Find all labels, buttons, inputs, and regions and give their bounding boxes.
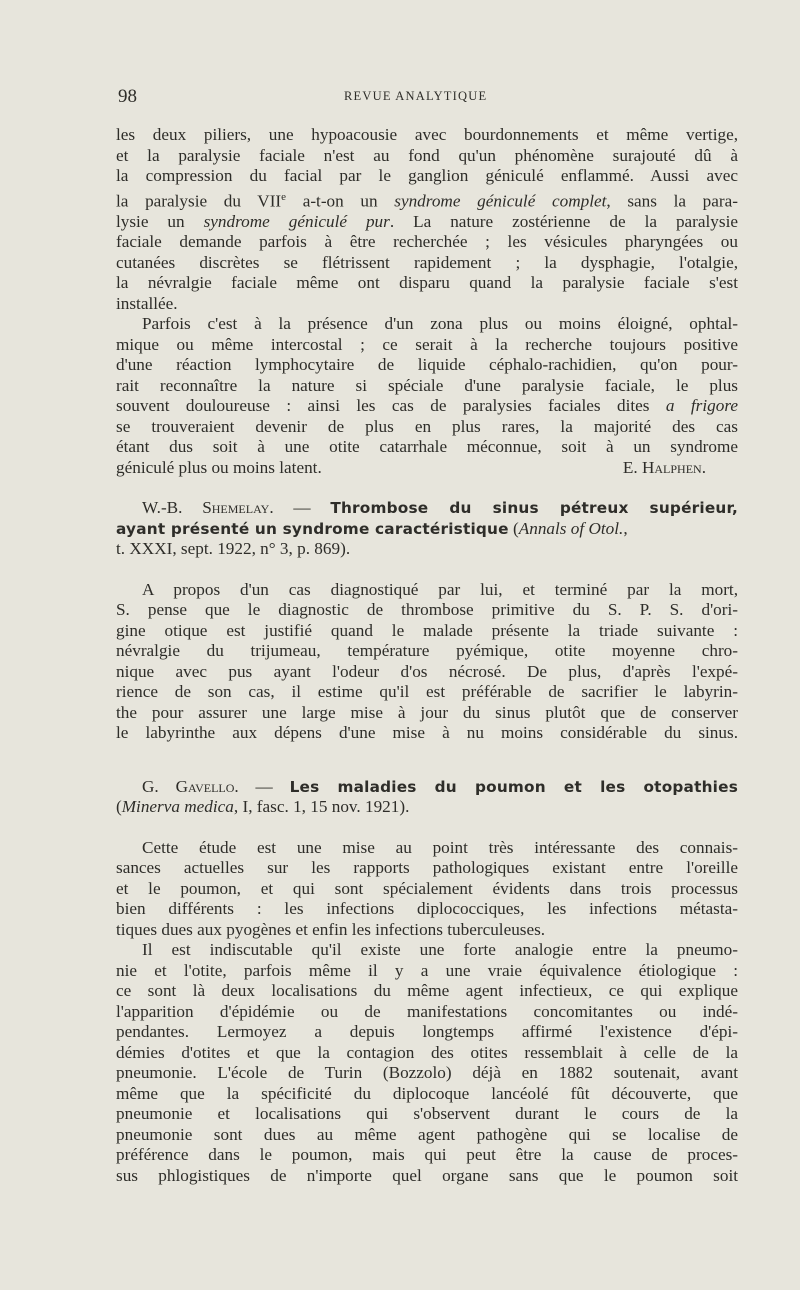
text-line: démies d'otites et que la contagion des otites ressemblait à celle de la xyxy=(116,1042,738,1062)
text-line: tiques dues aux pyogènes et enfin les infections tuberculeuses. xyxy=(116,919,546,939)
text-line: rait reconnaître la nature si spéciale d'une paralysie faciale, le plus xyxy=(116,375,738,395)
text-line: souvent douloureuse : ainsi les cas de paralysies faciales dites a frigore xyxy=(116,396,738,416)
heading-line: G. Gavello. — Les maladies du poumon et les otopathies xyxy=(142,776,738,796)
paragraph xyxy=(116,125,738,314)
article-heading xyxy=(116,498,738,560)
heading-line: ayant présenté un syndrome caractéristique (Annals of Otol., xyxy=(116,518,628,538)
text-line: mique ou même intercostal ; ce serait à la recherche toujours positive xyxy=(116,334,738,354)
heading-line: (Minerva medica, I, fasc. 1, 15 nov. 1921). xyxy=(116,797,410,817)
article-title: ayant présenté un syndrome caractéristique xyxy=(116,519,509,538)
text-line: et la paralysie faciale n'est au fond qu'un phénomène surajouté dû à xyxy=(116,145,738,165)
text-line: les deux piliers, une hypoacousie avec bourdonnements et même vertige, xyxy=(116,125,738,144)
article-heading xyxy=(116,777,738,818)
text-line: pneumonie. L'école de Turin (Bozzolo) déjà en 1882 soutenait, avant xyxy=(116,1063,738,1083)
text-line: d'une réaction lymphocytaire de liquide céphalo-rachidien, qu'on pour- xyxy=(116,355,738,375)
text-line: installée. xyxy=(116,293,178,313)
journal-name: Minerva medica xyxy=(121,797,234,817)
text-line: A propos d'un cas diagnostiqué par lui, et terminé par la mort, xyxy=(142,579,738,599)
text-line: Il est indiscutable qu'il existe une forte analogie entre la pneumo- xyxy=(142,940,738,960)
paragraph xyxy=(116,940,738,1186)
article-title: Thrombose du sinus pétreux supérieur, xyxy=(330,499,738,518)
text-line: l'apparition d'épidémie ou de manifestations concomitantes ou indé- xyxy=(116,1001,738,1021)
text-line: nie et l'otite, parfois même il y a une vraie équivalence étiologique : xyxy=(116,960,738,980)
paragraph xyxy=(116,838,738,941)
text-line: se trouveraient devenir de plus en plus rares, la majorité des cas xyxy=(116,416,738,436)
text-line: préférence dans le poumon, mais qui peut être la cause de proces- xyxy=(116,1145,738,1165)
text-line: pneumonie sont dues au même agent pathogène qui se localise de xyxy=(116,1124,738,1144)
paragraph-continued xyxy=(116,335,738,479)
text-line: le labyrinthe aux dépens d'une mise à nu moins considérable du sinus. xyxy=(116,723,738,743)
text-line: même que la spécificité du diplocoque lancéolé fût découverte, que xyxy=(116,1083,738,1103)
text-line: cutanées discrètes se flétrissent rapidement ; la dysphagie, l'otalgie, xyxy=(116,252,738,272)
text-line: sances actuelles sur les rapports pathologiques existant entre l'oreille xyxy=(116,858,738,878)
text-line: lysie un syndrome géniculé pur. La nature zostérienne de la paralysie xyxy=(116,211,738,231)
text-line: étant dus soit à une otite catarrhale méconnue, soit à un syndrome xyxy=(116,437,738,457)
text-line: nique avec pus ayant l'odeur d'os nécrosé. De plus, d'après l'expé- xyxy=(116,661,738,681)
text-line: Cette étude est une mise au point très intéressante des connais- xyxy=(142,837,738,857)
text-line: pendantes. Lermoyez a depuis longtemps affirmé l'existence d'épi- xyxy=(116,1022,738,1042)
author-name: Gavello xyxy=(175,776,235,796)
article-title: Les maladies du poumon et les otopathies xyxy=(289,777,738,796)
text-line: géniculé plus ou moins latent. E. Halphen. xyxy=(116,457,706,477)
text-line: rience de son cas, il estime qu'il est préférable de sacrifier le labyrin- xyxy=(116,682,738,702)
running-title: REVUE ANALYTIQUE xyxy=(344,89,488,103)
author-name: Shemelay xyxy=(202,498,270,518)
text-line: ce sont là deux localisations du même agent infectieux, ce qui explique xyxy=(116,981,738,1001)
text-line: S. pense que le diagnostic de thrombose primitive du S. P. S. d'ori- xyxy=(116,600,738,620)
text-line: névralgie du trijumeau, température pyémique, otite moyenne chro- xyxy=(116,641,738,661)
author-signature: E. Halphen. xyxy=(622,457,706,477)
paragraph xyxy=(116,580,738,744)
text-line: pneumonie et localisations qui s'observent durant le cours de la xyxy=(116,1104,738,1124)
text-line: sus phlogistiques de n'importe quel organe sans que le poumon soit xyxy=(116,1165,738,1185)
heading-line: t. XXXI, sept. 1922, n° 3, p. 869). xyxy=(116,539,351,559)
text-line: bien différents : les infections diplococciques, les infections métasta- xyxy=(116,899,738,919)
text-line: faciale demande parfois à être recherchée ; les vésicules pharyngées ou xyxy=(116,232,738,252)
text-line: la paralysie du VIIe a-t-on un syndrome géniculé complet, sans la para- xyxy=(116,190,738,211)
text-line: gine otique est justifié quand le malade présente la triade suivante : xyxy=(116,620,738,640)
page-number: 98 xyxy=(118,86,137,107)
page-header xyxy=(0,86,800,110)
journal-name: Annals of Otol. xyxy=(518,518,624,538)
text-line: Parfois c'est à la présence d'un zona plus ou moins éloigné, ophtal- xyxy=(142,314,738,334)
text-line: the pour assurer une large mise à jour du sinus plutôt que de conserver xyxy=(116,702,738,722)
text-line: la compression du facial par le ganglion géniculé enflammé. Aussi avec xyxy=(116,166,738,185)
heading-line: W.-B. Shemelay. — Thrombose du sinus pétreux supérieur, xyxy=(142,498,738,518)
text-column xyxy=(116,125,738,1186)
paragraph xyxy=(116,314,738,335)
text-line: la névralgie faciale même ont disparu quand la paralysie faciale s'est xyxy=(116,273,738,293)
text-line: et le poumon, et qui sont spécialement évidents dans trois processus xyxy=(116,878,738,898)
